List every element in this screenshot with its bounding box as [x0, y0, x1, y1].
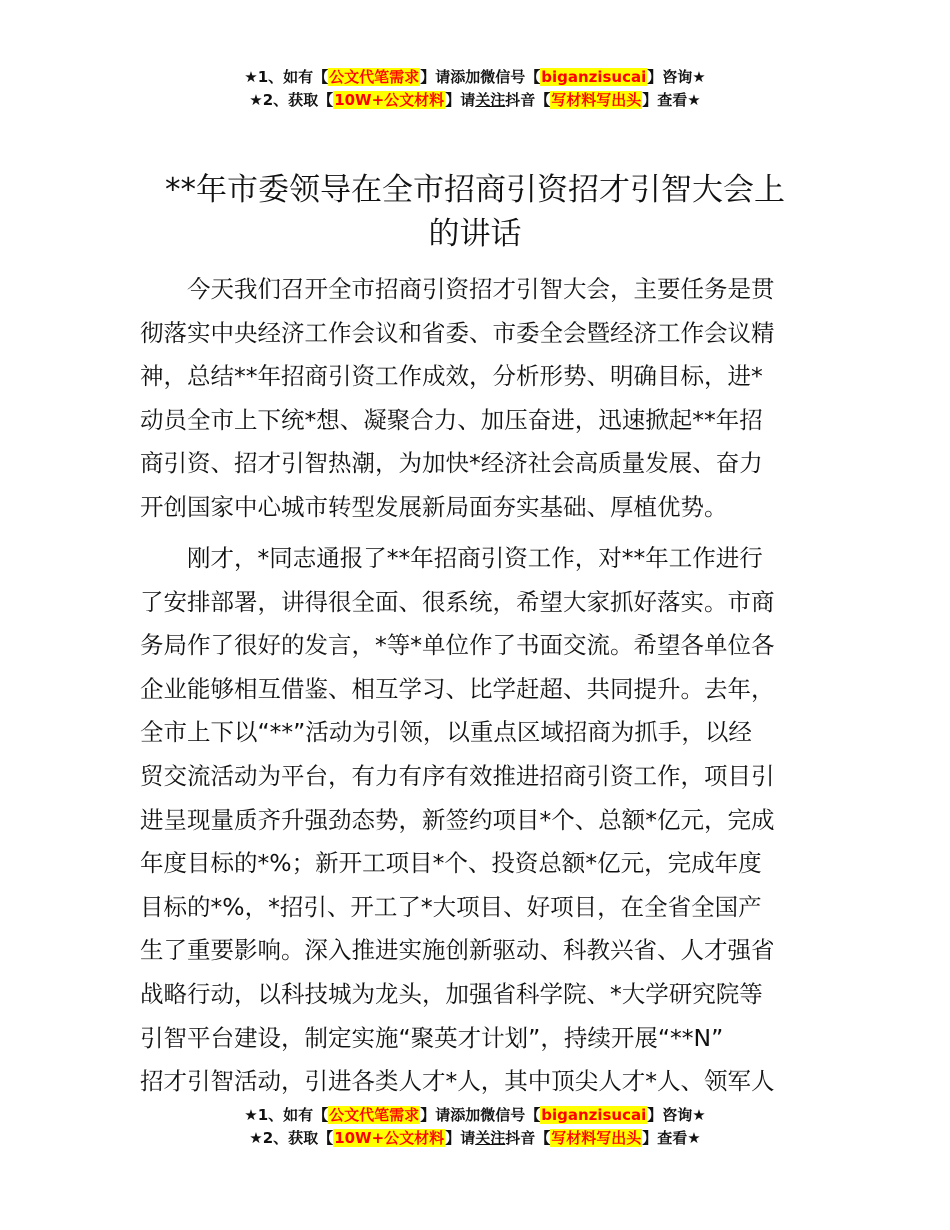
paragraph-line: 战略行动，以科技城为龙头，加强省科学院、*大学研究院等 — [140, 979, 763, 1008]
paragraph-line: 生了重要影响。深入推进实施创新驱动、科教兴省、人才强省 — [140, 936, 775, 965]
paragraph-line: 神，总结**年招商引资工作成效，分析形势、明确目标，进* — [140, 362, 763, 391]
paragraph-line: 商引资、招才引智热潮，为加快*经济社会高质量发展、奋力 — [140, 449, 763, 478]
header-promo — [0, 66, 950, 112]
highlight-douyin-account: 写材料写出头 — [551, 1129, 642, 1147]
paragraph-line: 企业能够相互借鉴、相互学习、比学赶超、共同提升。去年， — [140, 674, 775, 703]
header-promo-line-1: ★1、如有【公文代笔需求】请添加微信号【biganzisucai】咨询★ — [244, 68, 706, 86]
highlight-service: 公文代笔需求 — [329, 1106, 420, 1124]
highlight-wechat-id: biganzisucai — [541, 1106, 647, 1124]
highlight-wechat-id: biganzisucai — [541, 68, 647, 86]
title-line-1: **年市委领导在全市招商引资招才引智大会上 — [165, 172, 785, 208]
paragraph-line: 年度目标的*%；新开工项目*个、投资总额*亿元，完成年度 — [140, 849, 762, 878]
paragraph-line: 务局作了很好的发言，*等*单位作了书面交流。希望各单位各 — [140, 631, 775, 660]
document-title — [140, 168, 810, 256]
paragraph-1 — [140, 268, 812, 530]
paragraph-line: 目标的*%，*招引、开工了*大项目、好项目，在全省全国产 — [140, 892, 762, 921]
footer-promo-line-2: ★2、获取【10W+公文材料】请关注抖音【写材料写出头】查看★ — [249, 1129, 701, 1147]
highlight-materials: 10W+公文材料 — [334, 1129, 445, 1147]
paragraph-line: 彻落实中央经济工作会议和省委、市委全会暨经济工作会议精 — [140, 318, 775, 347]
paragraph-line: 开创国家中心城市转型发展新局面夯实基础、厚植优势。 — [140, 492, 728, 521]
underlined-follow: 关注 — [475, 1129, 506, 1147]
paragraph-line: 招才引智活动，引进各类人才*人，其中顶尖人才*人、领军人 — [140, 1067, 775, 1096]
footer-promo — [0, 1104, 950, 1150]
paragraph-line: 贸交流活动为平台，有力有序有效推进招商引资工作，项目引 — [140, 761, 775, 790]
highlight-service: 公文代笔需求 — [329, 68, 420, 86]
paragraph-line: 今天我们召开全市招商引资招才引智大会，主要任务是贯 — [140, 275, 775, 303]
underlined-follow: 关注 — [475, 91, 506, 109]
header-promo-line-2: ★2、获取【10W+公文材料】请关注抖音【写材料写出头】查看★ — [249, 91, 701, 109]
footer-promo-line-1: ★1、如有【公文代笔需求】请添加微信号【biganzisucai】咨询★ — [244, 1106, 706, 1124]
paragraph-line: 刚才，*同志通报了**年招商引资工作，对**年工作进行 — [140, 544, 763, 572]
paragraph-2 — [140, 537, 812, 1104]
paragraph-line: 了安排部署，讲得很全面、很系统，希望大家抓好落实。市商 — [140, 587, 775, 616]
paragraph-line: 全市上下以“**”活动为引领，以重点区域招商为抓手，以经 — [140, 718, 752, 747]
paragraph-line: 进呈现量质齐升强劲态势，新签约项目*个、总额*亿元，完成 — [140, 805, 775, 834]
paragraph-line: 动员全市上下统*想、凝聚合力、加压奋进，迅速掀起**年招 — [140, 405, 763, 434]
highlight-douyin-account: 写材料写出头 — [551, 91, 642, 109]
highlight-materials: 10W+公文材料 — [334, 91, 445, 109]
paragraph-line: 引智平台建设，制定实施“聚英才计划”，持续开展“**N” — [140, 1023, 724, 1052]
title-line-2: 的讲话 — [428, 216, 522, 252]
